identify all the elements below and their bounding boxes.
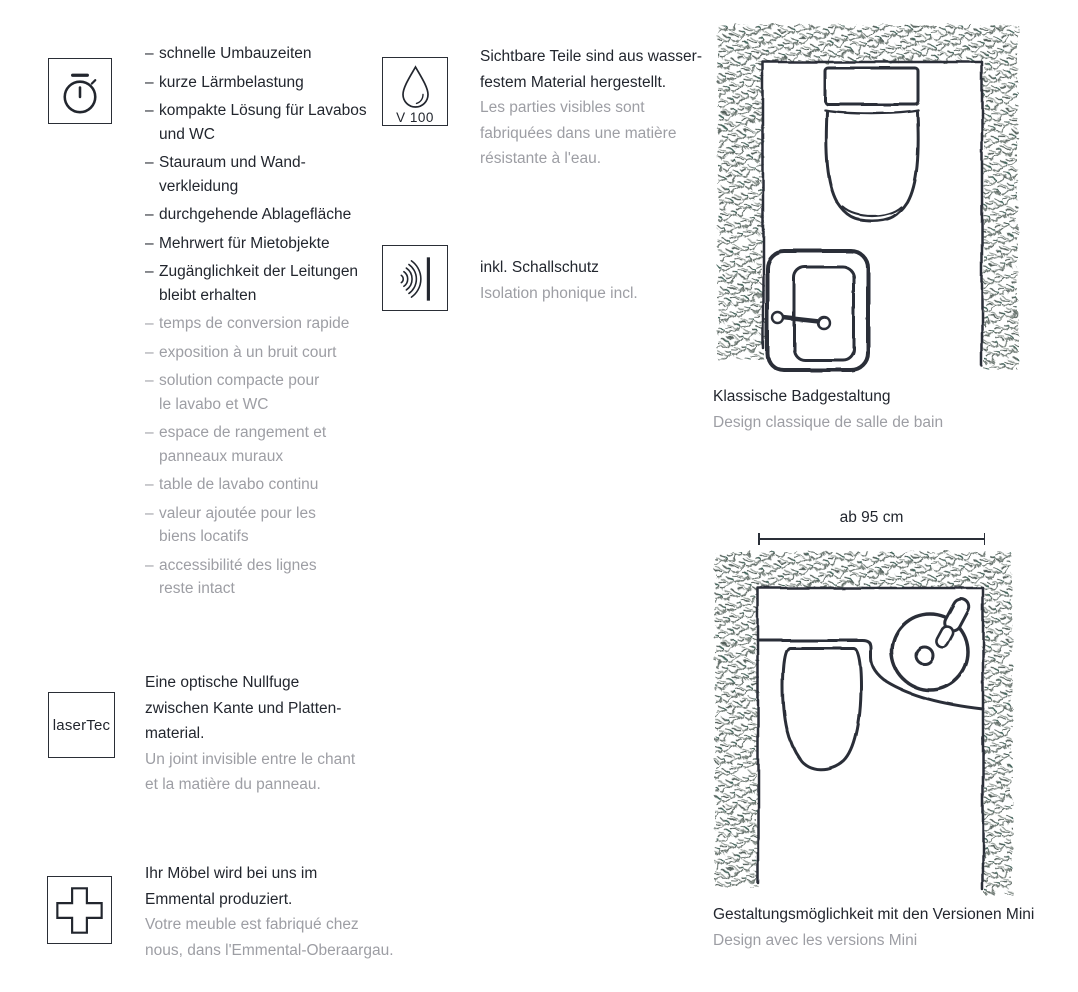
list-item: – Stauraum und Wand- verkleidung	[145, 151, 425, 198]
swiss-made-badge	[47, 876, 112, 944]
bathroom-sketch-classic	[706, 14, 1038, 380]
bathroom-sketch-mini	[706, 545, 1038, 897]
list-item: – accessibilité des lignes reste intact	[145, 554, 425, 601]
stopwatch-badge	[48, 58, 112, 124]
list-dash: –	[145, 154, 154, 171]
v100-badge	[382, 57, 448, 126]
list-item: – table de lavabo continu	[145, 473, 425, 497]
list-item: – solution compacte pour le lavabo et WC	[145, 369, 425, 416]
list-item: – Zugänglichkeit der Leitungen bleibt erhalten	[145, 260, 425, 307]
list-dash: –	[145, 556, 154, 574]
dimension-bar	[758, 538, 985, 540]
benefits-list	[145, 42, 425, 606]
lasertec-badge	[48, 692, 115, 758]
list-dash: –	[145, 315, 154, 332]
list-dash: –	[145, 73, 154, 91]
dimension-line	[758, 533, 985, 545]
toilet-sketch	[825, 68, 918, 221]
water-drop-icon	[383, 63, 448, 109]
list-dash: –	[145, 372, 154, 389]
dimension-tick-right	[984, 533, 986, 545]
sound-insulation-text: inkl. Schallschutz Isolation phonique incl.	[480, 259, 638, 302]
sound-insulation-badge	[382, 245, 448, 311]
swiss-made-text: Ihr Möbel wird bei uns im Emmental produziert. Votre meuble est fabriqué chez nous, dans l'Emmental-Oberaargau.	[145, 865, 394, 959]
list-dash: –	[145, 504, 154, 522]
corner-washbasin-sketch	[758, 596, 983, 709]
list-item: – kompakte Lösung für Lavabos und WC	[145, 99, 425, 146]
list-dash: –	[145, 424, 154, 441]
stopwatch-icon	[49, 59, 111, 124]
swiss-cross-icon	[48, 877, 111, 944]
v100-badge-label: V 100	[396, 109, 434, 125]
list-dash: –	[145, 343, 154, 361]
list-dash: –	[145, 206, 154, 223]
washbasin-sketch	[767, 251, 868, 370]
sketch-classic-caption: Klassische Badgestaltung Design classique de salle de bain	[713, 388, 944, 431]
v100-text: Sichtbare Teile sind aus wasser- festem Material hergestellt. Les parties visibles sont fabriquées dans une matière résistante à l'eau.	[480, 48, 702, 167]
list-item: – durchgehende Ablagefläche	[145, 203, 425, 227]
list-item: – temps de conversion rapide	[145, 312, 425, 336]
list-item: – espace de rangement et panneaux muraux	[145, 421, 425, 468]
sketch-mini-caption: Gestaltungsmöglichkeit mit den Versionen Mini Design avec les versions Mini	[713, 906, 1035, 949]
lasertec-badge-label: laserTec	[52, 716, 111, 734]
list-dash: –	[145, 234, 154, 252]
list-item: – valeur ajoutée pour les biens locatifs	[145, 502, 425, 549]
list-dash: –	[145, 476, 154, 493]
list-item: – exposition à un bruit court	[145, 341, 425, 365]
list-dash: –	[145, 263, 154, 280]
list-item: – kurze Lärmbelastung	[145, 71, 425, 95]
list-item: – schnelle Umbauzeiten	[145, 42, 425, 66]
lasertec-text: Eine optische Nullfuge zwischen Kante und Platten- material. Un joint invisible entre le chant et la matière du panneau.	[145, 674, 356, 793]
list-item: – Mehrwert für Mietobjekte	[145, 232, 425, 256]
list-dash: –	[145, 45, 154, 62]
dimension-label: ab 95 cm	[839, 509, 904, 526]
sound-waves-icon	[383, 246, 447, 311]
list-dash: –	[145, 102, 154, 119]
toilet-sketch	[783, 648, 861, 770]
